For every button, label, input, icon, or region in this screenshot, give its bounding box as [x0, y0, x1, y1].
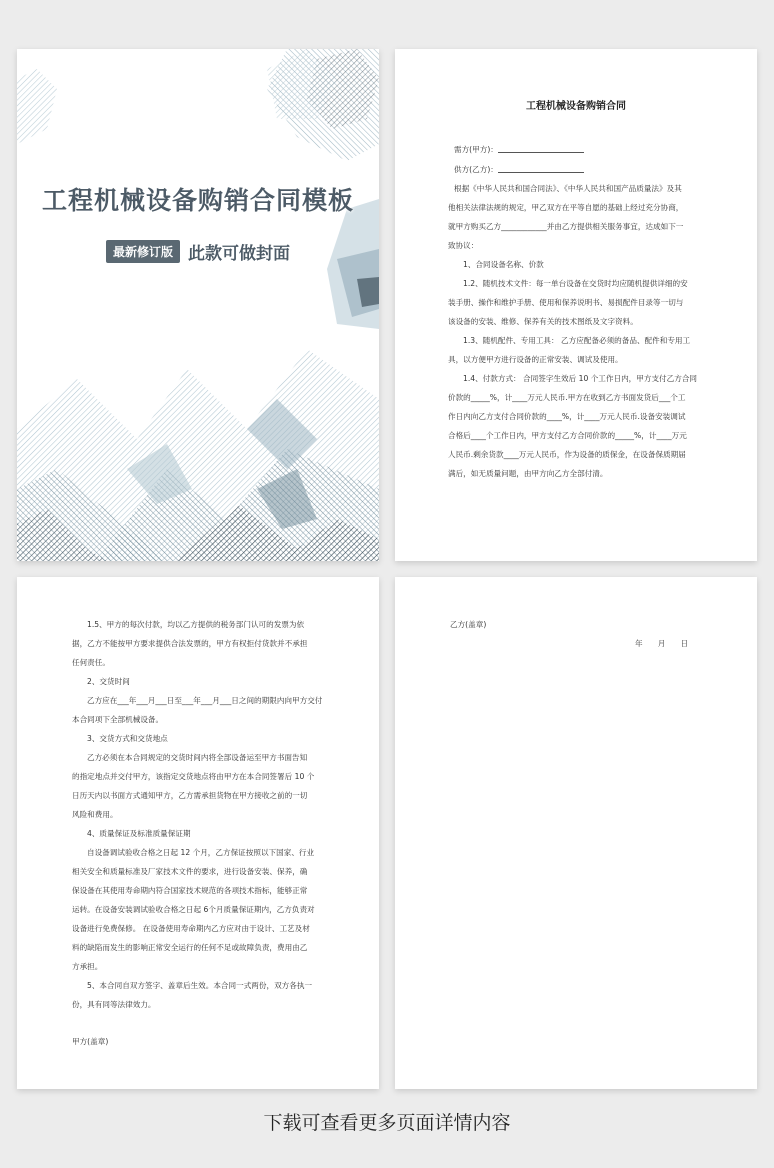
paragraph-line: 1.5、甲方的每次付款，均以乙方提供的税务部门认可的发票为依	[87, 620, 305, 629]
paragraph-line: 乙方应在___年___月___日至___年___月___日之间的期限内向甲方交付	[87, 696, 323, 705]
paragraph-line: 1.3、随机配件、专用工具： 乙方应配备必须的备品、配件和专用工	[463, 336, 691, 345]
paragraph-line: 的指定地点并交付甲方，该指定交货地点将由甲方在本合同签署后 10 个	[72, 772, 315, 781]
paragraph-line: 任何责任。	[72, 658, 110, 667]
paragraph-line: 1.4、付款方式： 合同签字生效后 10 个工作日内，甲方支付乙方合同	[463, 374, 698, 383]
footer-note: 下载可查看更多页面详情内容	[263, 1112, 511, 1134]
contract-page-3	[395, 577, 757, 1089]
paragraph-line: 满后，如无质量问题，由甲方向乙方全部付清。	[448, 469, 608, 478]
section-heading: 1、合同设备名称、价款	[463, 260, 544, 269]
cover-subtitle: 此款可做封面	[188, 244, 290, 264]
paragraph-line: 运转。在设备安装调试验收合格之日起 6个月质量保证期内，乙方负责对	[72, 905, 315, 914]
paragraph-line: 合格后____个工作日内，甲方支付乙方合同价款的_____%，计____万元	[448, 431, 687, 440]
buyer-label: 需方(甲方)：	[454, 145, 498, 154]
paragraph-line: 5、本合同自双方签字、盖章后生效。本合同一式两份，双方各执一	[87, 981, 313, 990]
paragraph-line: 本合同项下全部机械设备。	[72, 715, 164, 724]
paragraph-line: 设备进行免费保修。 在设备使用寿命期内乙方应对由于设计、工艺及材	[72, 924, 310, 933]
paragraph-line: 风险和费用。	[72, 810, 118, 819]
cover-title: 工程机械设备购销合同模板	[41, 186, 354, 215]
paragraph-line: 该设备的安装、维修、保养有关的技术图纸及文字资料。	[448, 317, 638, 326]
section-heading: 4、质量保证及标准质量保证期	[87, 829, 191, 838]
paragraph-line: 份，具有同等法律效力。	[72, 1000, 156, 1009]
paragraph-line: 料的缺陷而发生的影响正常安全运行的任何不足或故障负责，费用由乙	[72, 943, 308, 952]
revision-badge: 最新修订版	[106, 240, 180, 263]
paragraph-line: 乙方必须在本合同规定的交货时间内将全部设备运至甲方书面告知	[87, 753, 308, 762]
cover-subtitle-row	[17, 239, 379, 264]
contract-page-2	[17, 577, 379, 1089]
paragraph-line: 保设备在其使用寿命期内符合国家技术规范的各项技术指标，能够正常	[72, 886, 308, 895]
paragraph-line: 日历天内以书面方式通知甲方，乙方需承担货物在甲方接收之前的一切	[72, 791, 308, 800]
paragraph-line: 他相关法律法规的规定，甲乙双方在平等自愿的基础上经过充分协商，	[448, 203, 684, 212]
contract-page-1	[395, 49, 757, 561]
cover-geometric-art	[17, 49, 379, 561]
party-b-signature: 乙方(盖章)	[450, 620, 487, 629]
paragraph-line: 根据《中华人民共和国合同法》、《中华人民共和国产品质量法》及其	[454, 184, 682, 193]
paragraph-line: 据，乙方不能按甲方要求提供合法发票的，甲方有权拒付货款并不承担	[72, 639, 308, 648]
cover-page	[17, 49, 379, 561]
paragraph-line: 方承担。	[72, 962, 103, 971]
paragraph-line: 就甲方购买乙方____________并由乙方提供相关服务事宜，达成如下一	[448, 222, 684, 231]
paragraph-line: 相关安全和质量标准及厂家技术文件的要求，进行设备安装、保养，确	[72, 867, 308, 876]
seller-label: 供方(乙方)：	[454, 165, 498, 174]
paragraph-line: 作日内向乙方支付合同价款的____%，计____万元人民币.设备安装调试	[448, 412, 686, 421]
paragraph-line: 具，以方便甲方进行设备的正常安装、调试及使用。	[448, 355, 623, 364]
paragraph-line: 1.2、随机技术文件：每一单台设备在交货时均应随机提供详细的安	[463, 279, 688, 288]
paragraph-line: 致协议：	[448, 241, 479, 250]
paragraph-line: 人民币.剩余货款____万元人民币，作为设备的质保金，在设备保质期届	[448, 450, 686, 459]
section-heading: 2、交货时间	[87, 677, 130, 686]
paragraph-line: 装手册、操作和维护手册、使用和保养说明书、易损配件目录等一切与	[448, 298, 684, 307]
signature-date: 年 月 日	[635, 639, 689, 648]
buyer-line	[454, 144, 584, 155]
seller-line	[454, 164, 584, 175]
party-a-signature: 甲方(盖章)	[72, 1037, 109, 1046]
paragraph-line: 自设备调试验收合格之日起 12 个月，乙方保证按照以下国家、行业	[87, 848, 315, 857]
contract-title: 工程机械设备购销合同	[526, 101, 626, 112]
paragraph-line: 价款的_____%，计____万元人民币.甲方在收到乙方书面发货后___个工	[448, 393, 686, 402]
section-heading: 3、交货方式和交货地点	[87, 734, 168, 743]
